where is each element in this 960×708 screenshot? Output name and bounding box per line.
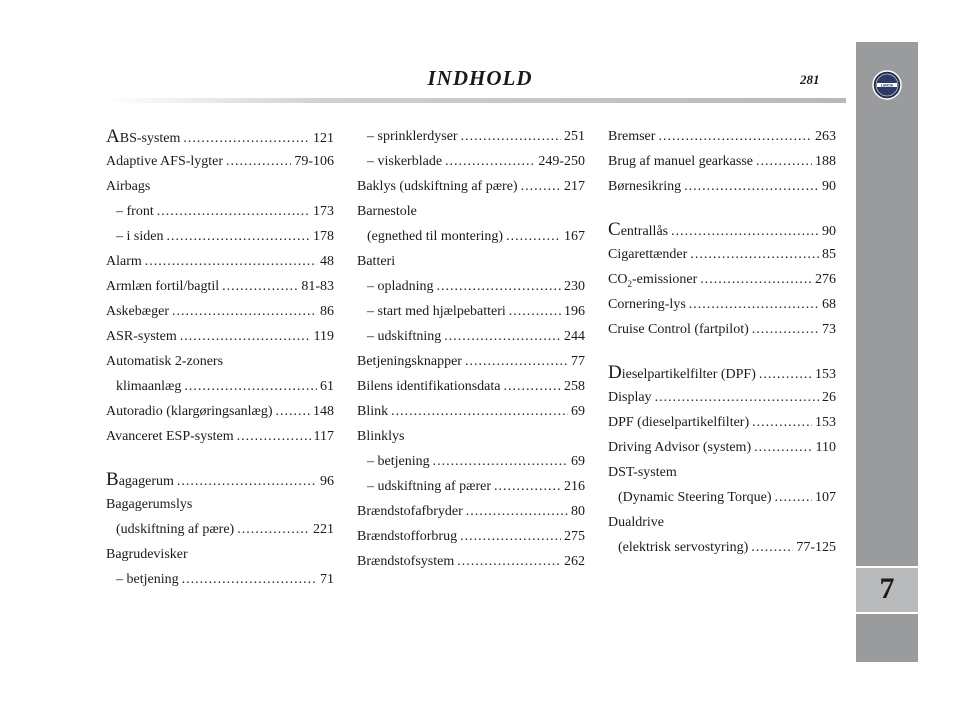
index-column-2: [357, 124, 585, 574]
leader-dots: [183, 126, 310, 151]
index-entry-label: – opladning: [367, 279, 434, 294]
index-entry-page: 110: [815, 440, 836, 455]
index-entry-label: Cruise Control (fartpilot): [608, 322, 749, 337]
leader-dots: [457, 549, 561, 574]
index-entry-label: Cigarettænder: [608, 247, 688, 262]
index-entry: [357, 549, 585, 574]
sidebar-tab-lower: [856, 614, 918, 662]
index-entry-label: DPF (dieselpartikelfilter): [608, 415, 750, 430]
index-entry-label: Børnesikring: [608, 179, 682, 194]
leader-dots: [391, 399, 568, 424]
index-entry: [357, 474, 585, 499]
index-entry-page: 90: [822, 179, 836, 194]
index-entry-page: 173: [313, 204, 334, 219]
index-entry: [357, 124, 585, 149]
index-entry-page: 188: [815, 154, 836, 169]
leader-dots: [237, 424, 311, 449]
index-entry-page: 69: [571, 404, 585, 419]
index-entry: [608, 174, 836, 199]
index-entry: [106, 374, 334, 399]
leader-dots: [684, 174, 819, 199]
leader-dots: [465, 349, 568, 374]
index-entry-label: Cornering-lys: [608, 297, 686, 312]
leader-dots: [166, 224, 310, 249]
page-title: INDHOLD: [427, 66, 533, 90]
sidebar-divider: [856, 566, 918, 568]
index-entry-page: 68: [822, 297, 836, 312]
index-entry: [608, 292, 836, 317]
index-entry-label: – betjening: [367, 454, 430, 469]
index-entry-label: Betjeningsknapper: [357, 354, 462, 369]
leader-dots: [182, 567, 317, 592]
leader-dots: [689, 292, 819, 317]
index-entry-label: (elektrisk servostyring): [618, 540, 749, 555]
leader-dots: [226, 149, 291, 174]
index-entry-page: 178: [313, 229, 334, 244]
index-entry: [106, 149, 334, 174]
leader-dots: [521, 174, 561, 199]
section-gap: [106, 449, 334, 467]
leader-dots: [655, 385, 819, 410]
leader-dots: [700, 267, 812, 292]
index-entry-label: Batteri: [357, 254, 396, 269]
index-entry-page: 80: [571, 504, 585, 519]
index-entry-page: 117: [313, 429, 334, 444]
index-entry-label: – front: [116, 204, 154, 219]
leader-dots: [172, 299, 317, 324]
index-entry-label: Askebæger: [106, 304, 169, 319]
index-entry-label: Brug af manuel gearkasse: [608, 154, 753, 169]
index-entry: [357, 149, 585, 174]
index-entry-page: 96: [320, 474, 334, 489]
leader-dots: [751, 535, 793, 560]
leader-dots: [276, 399, 310, 424]
index-entry-label: Centrallås: [608, 219, 669, 240]
leader-dots: [466, 499, 568, 524]
index-entry: [357, 499, 585, 524]
index-entry-label: $CO_2$-emissioner: [608, 272, 698, 289]
index-entry-page: 69: [571, 454, 585, 469]
index-entry-label: Bremser: [608, 129, 656, 144]
index-entry: [608, 485, 836, 510]
index-entry-label: Armlæn fortil/bagtil: [106, 279, 220, 294]
index-entry: [106, 199, 334, 224]
index-entry-label: Bagagerum: [106, 469, 174, 490]
index-entry-label: Bagagerumslys: [106, 497, 193, 512]
index-entry-page: 153: [815, 415, 836, 430]
leader-dots: [157, 199, 310, 224]
index-entry-label: ABS-system: [106, 126, 181, 147]
index-entry: [106, 399, 334, 424]
index-entry-label: Baklys (udskiftning af pære): [357, 179, 518, 194]
index-entry-page: 221: [313, 522, 334, 537]
header-rule: [106, 98, 846, 103]
index-entry: [357, 199, 585, 224]
index-entry-label: Dualdrive: [608, 515, 664, 530]
index-entry: [357, 399, 585, 424]
index-entry-page: 217: [564, 179, 585, 194]
section-initial: A: [106, 126, 120, 147]
index-entry-page: 263: [815, 129, 836, 144]
index-entry-page: 90: [822, 224, 836, 239]
index-entry: [357, 324, 585, 349]
index-entry-page: 107: [815, 490, 836, 505]
index-entry-page: 230: [564, 279, 585, 294]
leader-dots: [222, 274, 298, 299]
index-entry: [357, 174, 585, 199]
index-entry: [106, 542, 334, 567]
index-entry: [106, 492, 334, 517]
leader-dots: [177, 469, 317, 494]
index-entry-label: Blinklys: [357, 429, 405, 444]
leader-dots: [671, 219, 819, 244]
index-entry: [608, 267, 836, 292]
index-entry: [357, 349, 585, 374]
sidebar-divider: [856, 612, 918, 614]
index-entry: [106, 467, 334, 492]
index-entry-label: Alarm: [106, 254, 142, 269]
index-entry-page: 121: [313, 131, 334, 146]
leader-dots: [759, 362, 812, 387]
index-entry: [106, 274, 334, 299]
index-entry-page: 48: [320, 254, 334, 269]
leader-dots: [690, 242, 819, 267]
index-entry-label: Dieselpartikelfilter (DPF): [608, 362, 756, 383]
index-entry: [608, 149, 836, 174]
index-entry-label: – udskiftning: [367, 329, 442, 344]
index-entry: [608, 124, 836, 149]
leader-dots: [184, 374, 317, 399]
leader-dots: [752, 317, 819, 342]
index-entry-label: klimaanlæg: [116, 379, 182, 394]
leader-dots: [445, 149, 535, 174]
index-column-3: [608, 124, 836, 560]
leader-dots: [437, 274, 562, 299]
index-entry: [608, 510, 836, 535]
leader-dots: [145, 249, 317, 274]
index-entry-page: 251: [564, 129, 585, 144]
leader-dots: [754, 435, 812, 460]
index-entry-page: 249-250: [538, 154, 585, 169]
index-entry: [106, 224, 334, 249]
index-entry: [608, 460, 836, 485]
index-entry-label: – i siden: [116, 229, 164, 244]
index-entry-page: 276: [815, 272, 836, 287]
index-entry-page: 216: [564, 479, 585, 494]
index-entry-label: Brændstofforbrug: [357, 529, 458, 544]
section-initial: B: [106, 469, 119, 490]
index-entry-page: 71: [320, 572, 334, 587]
leader-dots: [756, 149, 812, 174]
index-entry-label: Display: [608, 390, 652, 405]
index-entry-label: Brændstofsystem: [357, 554, 455, 569]
index-entry: [106, 124, 334, 149]
leader-dots: [506, 224, 561, 249]
index-entry: [357, 524, 585, 549]
leader-dots: [180, 324, 311, 349]
index-entry-label: Automatisk 2-zoners: [106, 354, 224, 369]
index-entry-label: Bagrudevisker: [106, 547, 188, 562]
index-entry: [106, 174, 334, 199]
index-entry-label: (udskiftning af pære): [116, 522, 235, 537]
index-entry: [357, 274, 585, 299]
section-initial: D: [608, 362, 622, 383]
section-initial: C: [608, 219, 621, 240]
index-entry-label: – betjening: [116, 572, 179, 587]
index-entry-page: 153: [815, 367, 836, 382]
index-entry-label: (egnethed til montering): [367, 229, 504, 244]
index-entry: [608, 410, 836, 435]
leader-dots: [509, 299, 561, 324]
index-entry-label: Barnestole: [357, 204, 417, 219]
leader-dots: [494, 474, 561, 499]
chapter-number: 7: [879, 572, 895, 605]
index-entry: [608, 385, 836, 410]
index-entry: [106, 567, 334, 592]
sidebar-tab: [856, 42, 918, 566]
index-entry: [106, 324, 334, 349]
index-entry-page: 26: [822, 390, 836, 405]
index-entry-page: 79-106: [294, 154, 334, 169]
index-entry-label: Adaptive AFS-lygter: [106, 154, 224, 169]
index-entry-label: (Dynamic Steering Torque): [618, 490, 772, 505]
index-entry-page: 85: [822, 247, 836, 262]
index-entry-label: – sprinklerdyser: [367, 129, 458, 144]
index-entry: [106, 299, 334, 324]
page-number: 281: [800, 72, 820, 87]
leader-dots: [433, 449, 568, 474]
leader-dots: [461, 124, 561, 149]
leader-dots: [237, 517, 310, 542]
index-entry-page: 77-125: [796, 540, 836, 555]
index-entry: [106, 349, 334, 374]
index-entry-page: 167: [564, 229, 585, 244]
section-gap: [608, 342, 836, 360]
index-entry-label: – start med hjælpebatteri: [367, 304, 506, 319]
lancia-logo-icon: [872, 70, 902, 100]
leader-dots: [658, 124, 812, 149]
index-entry-label: ASR-system: [106, 329, 177, 344]
index-entry: [357, 424, 585, 449]
index-entry-page: 86: [320, 304, 334, 319]
index-entry: [608, 317, 836, 342]
section-gap: [608, 199, 836, 217]
logo-text: LANCIA: [880, 83, 894, 88]
index-entry-page: 244: [564, 329, 585, 344]
index-entry-page: 275: [564, 529, 585, 544]
index-entry-label: Driving Advisor (system): [608, 440, 752, 455]
index-entry-label: – viskerblade: [367, 154, 443, 169]
index-entry-label: Blink: [357, 404, 389, 419]
index-entry-label: DST-system: [608, 465, 677, 480]
index-entry: [106, 517, 334, 542]
index-entry-label: – udskiftning af pærer: [367, 479, 492, 494]
index-entry-page: 119: [313, 329, 334, 344]
index-entry: [608, 535, 836, 560]
index-entry-page: 73: [822, 322, 836, 337]
index-entry-page: 258: [564, 379, 585, 394]
index-entry: [608, 217, 836, 242]
index-entry-page: 77: [571, 354, 585, 369]
leader-dots: [752, 410, 812, 435]
leader-dots: [460, 524, 561, 549]
index-entry-page: 196: [564, 304, 585, 319]
index-entry-label: Airbags: [106, 179, 151, 194]
index-entry: [357, 249, 585, 274]
index-entry: [608, 242, 836, 267]
index-column-1: [106, 124, 334, 592]
index-entry: [357, 374, 585, 399]
index-entry-page: 148: [313, 404, 334, 419]
index-entry: [608, 360, 836, 385]
leader-dots: [775, 485, 813, 510]
index-entry-page: 81-83: [301, 279, 334, 294]
leader-dots: [503, 374, 561, 399]
index-entry-page: 262: [564, 554, 585, 569]
index-entry: [357, 224, 585, 249]
index-entry: [357, 449, 585, 474]
leader-dots: [444, 324, 561, 349]
index-entry: [357, 299, 585, 324]
index-entry: [106, 249, 334, 274]
index-entry: [608, 435, 836, 460]
index-entry-label: Autoradio (klargøringsanlæg): [106, 404, 273, 419]
index-entry-page: 61: [320, 379, 334, 394]
index-entry-label: Avanceret ESP-system: [106, 429, 234, 444]
index-entry-label: Bilens identifikationsdata: [357, 379, 501, 394]
index-entry: [106, 424, 334, 449]
index-entry-label: Brændstofafbryder: [357, 504, 463, 519]
